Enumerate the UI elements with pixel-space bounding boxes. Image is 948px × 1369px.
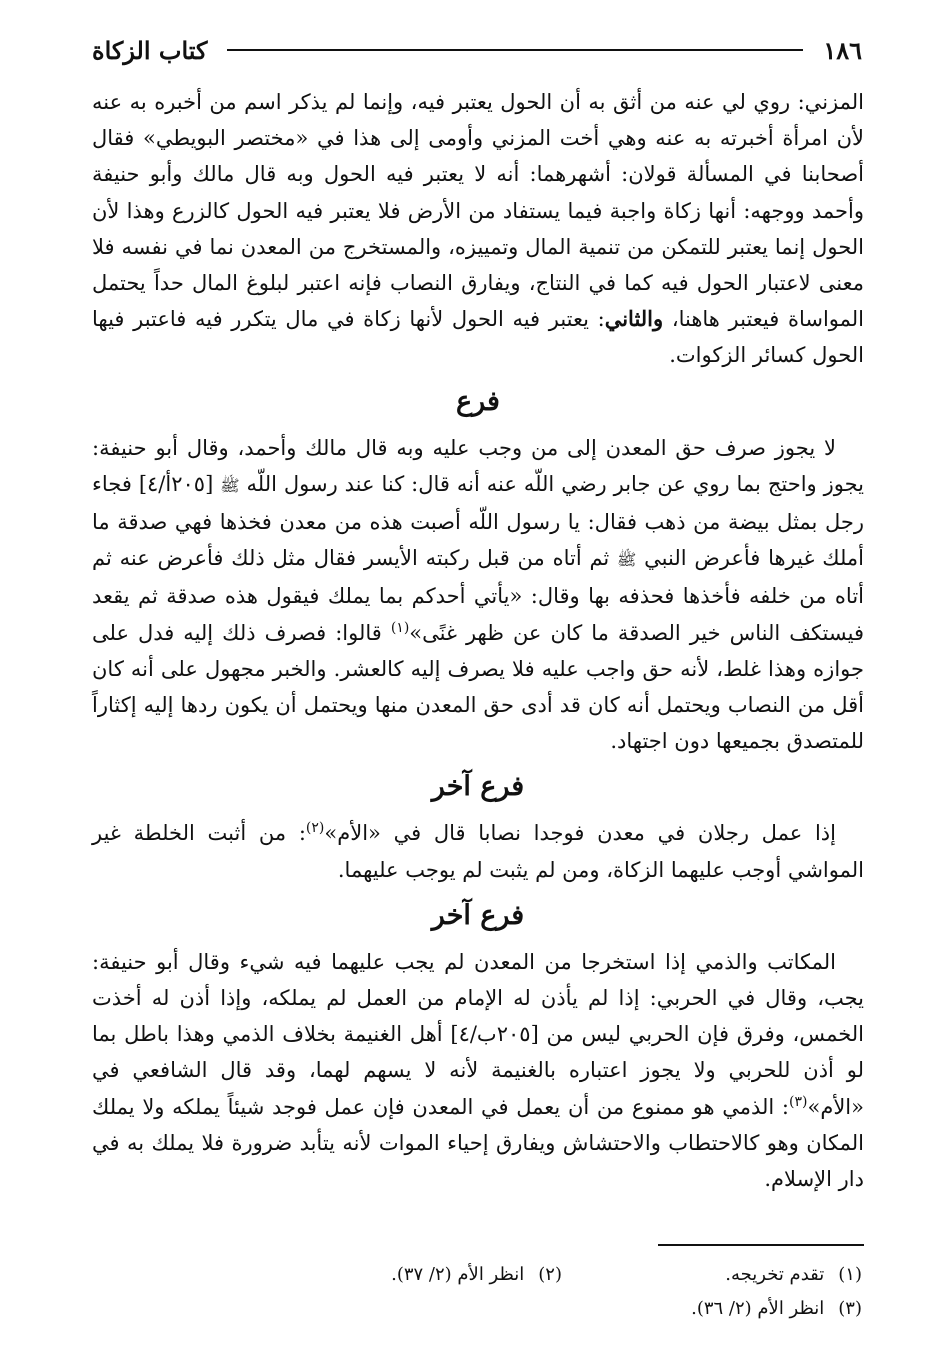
footnote-number: (٣): [838, 1298, 862, 1319]
footnote-row: [92, 1292, 862, 1326]
running-header: [92, 28, 862, 72]
manuscript-ref: [٢٠٥ب/٤]: [450, 1022, 539, 1047]
footnote-3: [562, 1292, 862, 1326]
paragraph-dhimmi: المكاتب والذمي إذا استخرجا من المعدن لم يجب عليهما فيه شيء وقال أبو حنيفة: يجب، وقال في الحربي: إذا لم يأذن له الإمام من العمل لم يملكه، وإذا أذن له أخذت الخمس، وفرق فإن الحربي ليس من [٢٠٥ب/٤] أهل الغنيمة بخلاف الذمي وهذا باطل بما لو أذن للحربي ولا يجوز اعتباره بالغنيمة لأنه لا يسهم لهما، وقد قال الشافعي في «الأم»$^{(٣)}$: الذمي هو ممنوع من أن يعمل في المعدن فإن عمل فوجد شيئاً يملكه ولا يملك المكان وهو كالاحتطاب والاحتشاش ويفارق إحياء الموات لأنه يتأبد ضرورة فلا يملك به في دار الإسلام.: [92, 949, 864, 1192]
blessing-glyph: ﷺ: [617, 550, 637, 570]
footnote-text: انظر الأم (٢/ ٣٧).: [391, 1264, 525, 1285]
book-title: كتاب الزكاة: [92, 35, 208, 65]
section-heading-far-akhar-1: فرع آخر: [431, 771, 525, 803]
footnote-2: [262, 1258, 562, 1292]
paragraph-continuation: المزني: روي لي عنه من أثق به أن الحول يعتبر فيه، وإنما لم يذكر اسم من أخبره به عنه لأن امرأة أخبرته به عنه وهي أخت المزني وأومى إلى هذا في «مختصر البويطي» فقال أصحابنا في المسألة قولان: أشهرهما: أنه لا يعتبر فيه الحول وبه قال مالك وأبو حنيفة وأحمد ووجهه: أنها زكاة واجبة فيما يستفاد من الأرض فلا يعتبر فيه الحول كالزرع وهذا لأن الحول إنما يعتبر للتمكن من تنمية المال وتمييزه، والمستخرج من المعدن نما في نفسه فلا معنى لاعتبار الحول فيه كما في النتاج، ويفارق النصاب فإنه اعتبر لبلوغ المال حداً يحتمل المواساة فيعتبر هاهنا، والثاني: يعتبر فيه الحول لأنها زكاة في مال يتكرر فيه فاعتبر فيها الحول كسائر الزكوات.: [92, 90, 865, 368]
manuscript-ref: [٢٠٥أ/٤]: [138, 471, 214, 496]
section-heading-far-akhar-2: فرع آخر: [431, 899, 525, 931]
paragraph-mine-right: لا يجوز صرف حق المعدن إلى من وجب عليه وبه قال مالك وأحمد، وقال أبو حنيفة: يجوز واحتج بما روي عن جابر رضي اللّه عنه أنه قال: كنا عند رسول اللّه ﷺ [٢٠٥أ/٤] فجاء رجل بمثل بيضة من ذهب فقال: يا رسول اللّه أصبت هذه من معدن فخذها فهي صدقة ما أملك غيرها فأعرض النبي ﷺ ثم أتاه من قبل ركبته الأيسر فقال مثل ذلك فأعرض عنه ثم أتاه من خلفه فأخذها فحذفه بها وقال: «يأتي أحدكم بما يملك فيقول هذه صدقة ثم يقعد فيستكف الناس خير الصدقة ما كان عن ظهر غنًى»$^{(١)}$ قالوا: فصرف ذلك إليه فدل على جوازه وهذا غلط، لأنه حق واجب عليه فلا يصرف إليه كالعشر. والخبر مجهول على أنه كان أقل من النصاب ويحتمل أنه كان قد أدى حق المعدن منها ويحتمل أن يكون ردها إليه إكثاراً للمتصدق بجميعها دون اجتهاد.: [92, 435, 864, 754]
footnote-text: انظر الأم (٢/ ٣٦).: [691, 1298, 825, 1319]
footnote-marker[interactable]: (١): [390, 619, 410, 636]
footnote-divider: [658, 1244, 864, 1246]
page-body: [92, 84, 864, 1197]
page-number: ١٨٦: [823, 35, 862, 65]
section-heading-far: فرع: [456, 385, 500, 417]
blessing-glyph: ﷺ: [220, 475, 240, 495]
footnote-row: [92, 1258, 862, 1292]
footnote-number: (٢): [538, 1264, 562, 1285]
header-rule: [227, 49, 803, 51]
footnote-1: [562, 1258, 862, 1292]
footnote-number: (١): [838, 1264, 862, 1285]
second-opinion-label: والثاني: [604, 306, 664, 332]
paragraph-partners: إذا عمل رجلان في معدن فوجدا نصابا قال في «الأم»$^{(٢)}$: من أثبت الخلطة غير المواشي أوجب عليهما الزكاة، ومن لم يثبت لم يوجب عليهما.: [92, 820, 864, 882]
footnote-marker[interactable]: (٢): [305, 820, 325, 837]
footnote-text: تقدم تخريجه.: [725, 1264, 825, 1285]
footnotes: [92, 1258, 862, 1326]
footnote-marker[interactable]: (٣): [789, 1093, 808, 1110]
